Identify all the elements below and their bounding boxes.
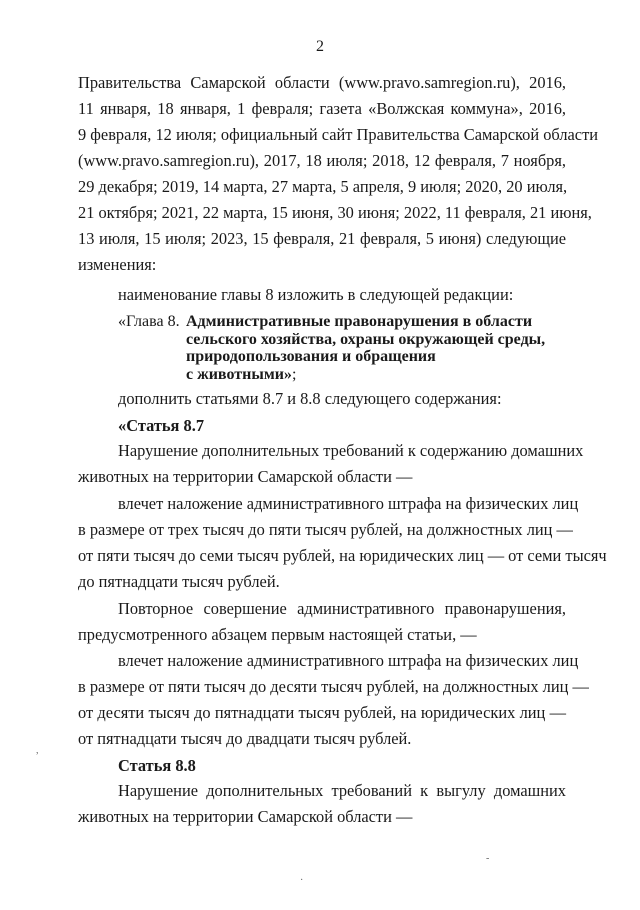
chapter-title — [186, 313, 545, 383]
article-87-paragraph-3 — [78, 596, 566, 648]
text-line: 21 октября; 2021, 22 марта, 15 июня, 30 июня; 2022, 11 февраля, 21 июня, — [78, 203, 592, 222]
text-line: Повторное совершение административного правонарушения, — [118, 599, 566, 618]
text-line: 11 января, 18 января, 1 февраля; газета «Волжская коммуна», 2016, — [78, 99, 566, 118]
text-line: предусмотренного абзацем первым настоящей статьи, — — [78, 625, 477, 644]
add-instruction: дополнить статьями 8.7 и 8.8 следующего содержания: — [118, 389, 502, 408]
text-line: 9 февраля, 12 июля; официальный сайт Правительства Самарской области — [78, 125, 599, 144]
chapter-number: «Глава 8. — [118, 313, 180, 330]
page-number: 2 — [316, 38, 324, 55]
article-88-heading: Статья 8.8 — [118, 756, 196, 775]
article-87-paragraph-1 — [78, 438, 584, 490]
chapter-heading — [118, 313, 578, 383]
chapter-title-line: Административные правонарушения в области — [186, 313, 533, 330]
chapter-title-line: природопользования и обращения — [186, 348, 436, 365]
intro-paragraph — [78, 70, 599, 278]
text-line: влечет наложение административного штрафа на физических лиц — [118, 494, 579, 513]
text-line: до пятнадцати тысяч рублей. — [78, 572, 280, 591]
text-line: животных на территории Самарской области — — [78, 807, 413, 826]
scan-speck: · — [300, 875, 304, 886]
text-line: 13 июля, 15 июля; 2023, 15 февраля, 21 февраля, 5 июня) следующие — [78, 229, 566, 248]
text-line: Правительства Самарской области (www.pravo.samregion.ru), 2016, — [78, 73, 566, 92]
text-line: в размере от пяти тысяч до десяти тысяч рублей, на должностных лиц — — [78, 677, 589, 696]
text-line: (www.pravo.samregion.ru), 2017, 18 июля; 2018, 12 февраля, 7 ноября, — [78, 151, 566, 170]
article-88-paragraph-1 — [78, 778, 566, 830]
text-line: изменения: — [78, 255, 157, 274]
scan-speck: - — [486, 853, 490, 864]
chapter-title-suffix: ; — [291, 365, 297, 383]
chapter-title-line: с животными» — [186, 365, 292, 383]
text-line: Нарушение дополнительных требований к содержанию домашних — [118, 441, 584, 460]
text-line: от пятнадцати тысяч до двадцати тысяч рублей. — [78, 729, 412, 748]
text-line: Нарушение дополнительных требований к выгулу домашних — [118, 781, 566, 800]
rename-instruction: наименование главы 8 изложить в следующей редакции: — [118, 285, 514, 304]
chapter-title-line: сельского хозяйства, охраны окружающей среды, — [186, 330, 546, 348]
article-87-paragraph-2 — [78, 491, 607, 595]
text-line: животных на территории Самарской области — — [78, 467, 413, 486]
text-line: от десяти тысяч до пятнадцати тысяч рублей, на юридических лиц — — [78, 703, 566, 722]
text-line: 29 декабря; 2019, 14 марта, 27 марта, 5 апреля, 9 июля; 2020, 20 июля, — [78, 177, 568, 196]
article-87-heading: «Статья 8.7 — [118, 416, 205, 435]
text-line: влечет наложение административного штрафа на физических лиц — [118, 651, 579, 670]
scan-speck: , — [36, 745, 39, 756]
text-line: от пяти тысяч до семи тысяч рублей, на юридических лиц — от семи тысяч — [78, 546, 607, 565]
article-87-paragraph-4 — [78, 648, 589, 752]
text-line: в размере от трех тысяч до пяти тысяч рублей, на должностных лиц — — [78, 520, 573, 539]
